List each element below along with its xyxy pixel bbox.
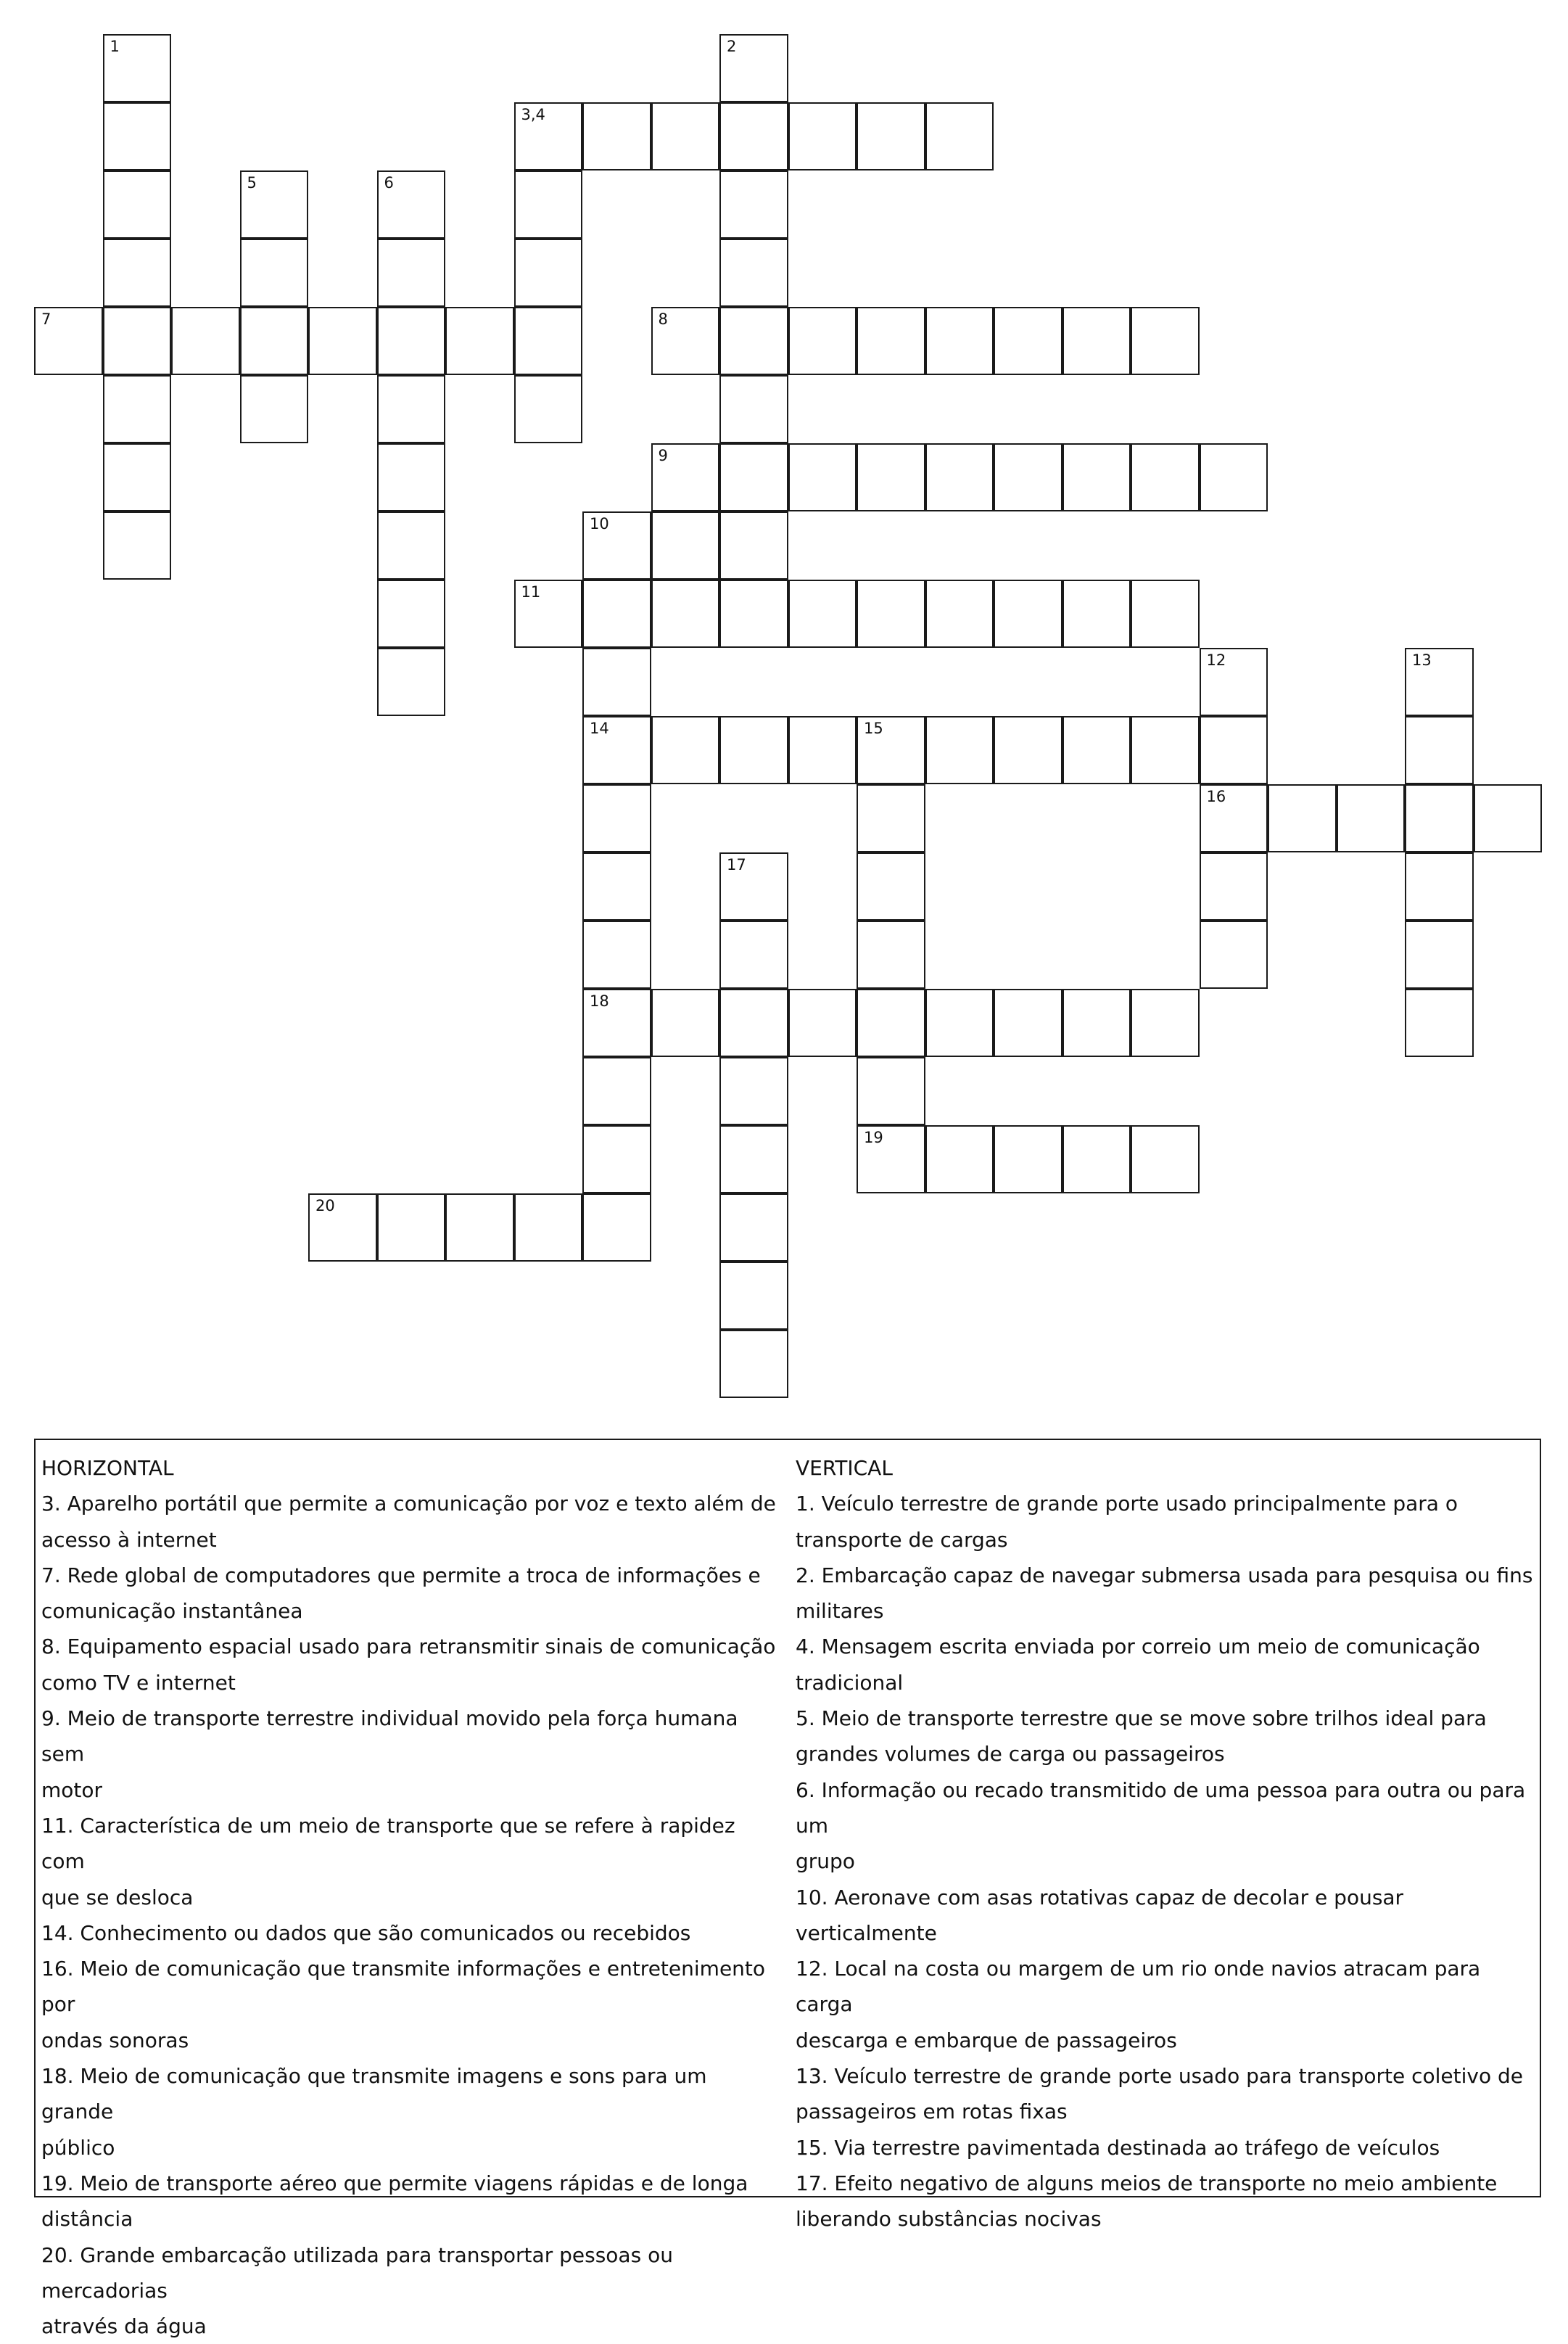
crossword-cell[interactable]	[445, 1193, 514, 1262]
crossword-cell[interactable]	[857, 921, 925, 989]
crossword-cell[interactable]	[103, 511, 172, 580]
crossword-cell[interactable]	[34, 307, 103, 375]
crossword-cell[interactable]	[514, 1193, 583, 1262]
crossword-cell[interactable]	[377, 443, 446, 511]
horizontal-clue-line: ondas sonoras	[41, 2028, 189, 2052]
crossword-cell[interactable]	[582, 784, 651, 852]
horizontal-title: HORIZONTAL	[41, 1456, 174, 1480]
horizontal-clue-line: distância	[41, 2207, 133, 2232]
crossword-cell[interactable]	[582, 1193, 651, 1262]
crossword-cell[interactable]	[719, 1193, 788, 1262]
clue-number: 6	[384, 174, 394, 192]
crossword-cell[interactable]	[719, 443, 788, 511]
crossword-cell[interactable]	[719, 307, 788, 375]
crossword-cell[interactable]	[1405, 784, 1474, 852]
horizontal-clue-line: motor	[41, 1777, 103, 1802]
crossword-cell[interactable]	[1200, 716, 1268, 784]
clue-number: 13	[1412, 651, 1432, 669]
horizontal-clue-line: 8. Equipamento espacial usado para retransmitir sinais de comunicação	[41, 1634, 776, 1659]
clue-number: 10	[590, 515, 609, 532]
crossword-cell[interactable]	[1131, 443, 1200, 511]
horizontal-clue-line: acesso à internet	[41, 1527, 217, 1552]
crossword-cell[interactable]	[719, 1125, 788, 1193]
crossword-cell[interactable]	[103, 102, 172, 170]
crossword-cell[interactable]	[514, 375, 583, 443]
crossword-cell[interactable]	[925, 989, 994, 1057]
crossword-cell[interactable]	[994, 1125, 1062, 1193]
crossword-cell[interactable]	[1200, 648, 1268, 716]
crossword-cell[interactable]	[719, 511, 788, 580]
vertical-clue-line: 5. Meio de transporte terrestre que se move sobre trilhos ideal para	[796, 1706, 1487, 1731]
horizontal-clue-line: público	[41, 2135, 115, 2160]
crossword-cell[interactable]	[103, 170, 172, 239]
crossword-cell[interactable]	[994, 989, 1062, 1057]
crossword-cell[interactable]	[582, 511, 651, 580]
clue-number: 2	[727, 38, 737, 55]
crossword-cell[interactable]	[103, 307, 172, 375]
vertical-clue-line: 17. Efeito negativo de alguns meios de transporte no meio ambiente	[796, 2171, 1498, 2195]
crossword-cell[interactable]	[1405, 716, 1474, 784]
horizontal-clue-line: 19. Meio de transporte aéreo que permite viagens rápidas e de longa	[41, 2171, 748, 2195]
crossword-cell[interactable]	[1131, 580, 1200, 648]
horizontal-clue-line: 18. Meio de comunicação que transmite imagens e sons para um grande	[41, 2064, 707, 2124]
crossword-cell[interactable]	[857, 443, 925, 511]
crossword-cell[interactable]	[514, 307, 583, 375]
vertical-clue-line: 13. Veículo terrestre de grande porte usado para transporte coletivo de	[796, 2064, 1524, 2089]
clue-number: 7	[41, 311, 51, 328]
crossword-cell[interactable]	[719, 239, 788, 307]
crossword-cell[interactable]	[308, 307, 377, 375]
crossword-cell[interactable]	[857, 852, 925, 921]
crossword-cell[interactable]	[514, 580, 583, 648]
crossword-cell[interactable]	[788, 989, 857, 1057]
vertical-clue-line: 10. Aeronave com asas rotativas capaz de decolar e pousar verticalmente	[796, 1885, 1404, 1945]
horizontal-clue-line: 14. Conhecimento ou dados que são comunicados ou recebidos	[41, 1920, 691, 1945]
clues-box	[34, 1439, 1541, 2339]
crossword-cell[interactable]	[719, 34, 788, 102]
crossword-cell[interactable]	[514, 170, 583, 239]
crossword-cell[interactable]	[788, 102, 857, 170]
vertical-clue-line: 6. Informação ou recado transmitido de uma pessoa para outra ou para um	[796, 1777, 1526, 1838]
crossword-cell[interactable]	[240, 170, 309, 239]
horizontal-clue-line: 3. Aparelho portátil que permite a comunicação por voz e texto além de	[41, 1492, 776, 1516]
crossword-cell[interactable]	[377, 170, 446, 239]
clue-number: 12	[1206, 651, 1226, 669]
crossword-cell[interactable]	[925, 102, 994, 170]
crossword-cell[interactable]	[994, 307, 1062, 375]
crossword-cell[interactable]	[719, 375, 788, 443]
crossword-cell[interactable]	[1062, 989, 1131, 1057]
crossword-cell[interactable]	[788, 443, 857, 511]
vertical-clue-line: grandes volumes de carga ou passageiros	[796, 1742, 1225, 1767]
crossword-cell[interactable]	[1062, 443, 1131, 511]
vertical-clue-line: passageiros em rotas fixas	[796, 2100, 1068, 2124]
clue-number: 14	[590, 720, 609, 737]
crossword-cell[interactable]	[1131, 307, 1200, 375]
clue-number: 3,4	[521, 106, 545, 123]
crossword-cell[interactable]	[1200, 443, 1268, 511]
crossword-cell[interactable]	[925, 580, 994, 648]
clue-number: 19	[864, 1129, 883, 1146]
vertical-clue-line: grupo	[796, 1849, 855, 1874]
crossword-cell[interactable]	[514, 239, 583, 307]
crossword-cell[interactable]	[651, 716, 720, 784]
crossword-cell[interactable]	[445, 307, 514, 375]
crossword-cell[interactable]	[651, 102, 720, 170]
crossword-cell[interactable]	[1131, 989, 1200, 1057]
crossword-cell[interactable]	[171, 307, 240, 375]
crossword-cell[interactable]	[925, 443, 994, 511]
crossword-cell[interactable]	[1474, 784, 1543, 852]
crossword-cell[interactable]	[582, 716, 651, 784]
horizontal-clue-line: através da água	[41, 2314, 207, 2339]
clue-number: 11	[521, 583, 541, 601]
clue-number: 5	[247, 174, 257, 192]
crossword-cell[interactable]	[1200, 921, 1268, 989]
crossword-cell[interactable]	[582, 989, 651, 1057]
crossword-cell[interactable]	[582, 852, 651, 921]
crossword-cell[interactable]	[1200, 852, 1268, 921]
crossword-cell[interactable]	[377, 307, 446, 375]
clue-number: 16	[1206, 788, 1226, 805]
crossword-cell[interactable]	[857, 716, 925, 784]
vertical-clue-line: tradicional	[796, 1670, 904, 1695]
crossword-cell[interactable]	[377, 511, 446, 580]
crossword-cell[interactable]	[1131, 1125, 1200, 1193]
horizontal-clue-line: como TV e internet	[41, 1670, 236, 1695]
crossword-cell[interactable]	[857, 1057, 925, 1125]
horizontal-clue-line: 20. Grande embarcação utilizada para transportar pessoas ou mercadorias	[41, 2242, 673, 2303]
crossword-cell[interactable]	[719, 1262, 788, 1330]
crossword-cell[interactable]	[1062, 716, 1131, 784]
crossword-cell[interactable]	[925, 716, 994, 784]
crossword-cell[interactable]	[103, 239, 172, 307]
crossword-cell[interactable]	[857, 580, 925, 648]
crossword-cell[interactable]	[651, 307, 720, 375]
crossword-cell[interactable]	[582, 580, 651, 648]
clue-number: 15	[864, 720, 883, 737]
crossword-cell[interactable]	[857, 307, 925, 375]
crossword-cell[interactable]	[240, 239, 309, 307]
crossword-cell[interactable]	[719, 716, 788, 784]
crossword-cell[interactable]	[719, 170, 788, 239]
crossword-cell[interactable]	[1405, 648, 1474, 716]
vertical-clue-line: liberando substâncias nocivas	[796, 2207, 1102, 2232]
crossword-cell[interactable]	[1337, 784, 1406, 852]
crossword-cell[interactable]	[788, 716, 857, 784]
crossword-cell[interactable]	[240, 375, 309, 443]
crossword-cell[interactable]	[103, 375, 172, 443]
crossword-cell[interactable]	[582, 921, 651, 989]
horizontal-clue-line: comunicação instantânea	[41, 1599, 303, 1624]
crossword-cell[interactable]	[103, 34, 172, 102]
crossword-cell[interactable]	[857, 1125, 925, 1193]
crossword-cell[interactable]	[1131, 716, 1200, 784]
crossword-cell[interactable]	[925, 1125, 994, 1193]
horizontal-clue-line: que se desloca	[41, 1885, 194, 1909]
crossword-cell[interactable]	[1405, 852, 1474, 921]
crossword-cell[interactable]	[377, 648, 446, 716]
vertical-clue-line: 12. Local na costa ou margem de um rio onde navios atracam para carga	[796, 1957, 1481, 2017]
crossword-cell[interactable]	[719, 580, 788, 648]
crossword-cell[interactable]	[582, 1057, 651, 1125]
crossword-cell[interactable]	[1268, 784, 1337, 852]
vertical-title: VERTICAL	[796, 1456, 893, 1480]
clue-number: 20	[315, 1197, 335, 1214]
crossword-cell[interactable]	[994, 443, 1062, 511]
horizontal-clue-line: 7. Rede global de computadores que permite a troca de informações e	[41, 1563, 761, 1587]
crossword-cell[interactable]	[308, 1193, 377, 1262]
clue-number: 9	[658, 447, 668, 464]
vertical-clue-line: militares	[796, 1599, 884, 1624]
vertical-clue-line: 1. Veículo terrestre de grande porte usado principalmente para o	[796, 1492, 1458, 1516]
clue-number: 18	[590, 992, 609, 1010]
clue-number: 8	[658, 311, 668, 328]
crossword-cell[interactable]	[582, 102, 651, 170]
vertical-clues	[796, 1450, 1539, 2237]
crossword-cell[interactable]	[788, 580, 857, 648]
crossword-cell[interactable]	[1062, 307, 1131, 375]
crossword-cell[interactable]	[1062, 580, 1131, 648]
horizontal-clue-line: 16. Meio de comunicação que transmite informações e entretenimento por	[41, 1957, 766, 2017]
crossword-cell[interactable]	[377, 239, 446, 307]
crossword-cell[interactable]	[651, 511, 720, 580]
crossword-cell[interactable]	[788, 307, 857, 375]
horizontal-clue-line: 11. Característica de um meio de transporte que se refere à rapidez com	[41, 1813, 735, 1874]
crossword-cell[interactable]	[582, 1125, 651, 1193]
clue-number: 17	[727, 856, 746, 873]
crossword-cell[interactable]	[994, 580, 1062, 648]
crossword-cell[interactable]	[377, 375, 446, 443]
crossword-cell[interactable]	[377, 580, 446, 648]
vertical-clue-line: 15. Via terrestre pavimentada destinada ao tráfego de veículos	[796, 2135, 1440, 2160]
crossword-cell[interactable]	[994, 716, 1062, 784]
crossword-cell[interactable]	[651, 989, 720, 1057]
horizontal-clue-line: 9. Meio de transporte terrestre individual movido pela força humana sem	[41, 1706, 738, 1767]
vertical-clue-line: 2. Embarcação capaz de navegar submersa usada para pesquisa ou fins	[796, 1563, 1533, 1587]
crossword-cell[interactable]	[1062, 1125, 1131, 1193]
crossword-cell[interactable]	[240, 307, 309, 375]
vertical-clue-line: 4. Mensagem escrita enviada por correio um meio de comunicação	[796, 1634, 1480, 1659]
crossword-cell[interactable]	[857, 989, 925, 1057]
crossword-cell[interactable]	[857, 102, 925, 170]
crossword-cell[interactable]	[1405, 921, 1474, 989]
crossword-cell[interactable]	[925, 307, 994, 375]
crossword-cell[interactable]	[651, 443, 720, 511]
crossword-cell[interactable]	[857, 784, 925, 852]
crossword-cell[interactable]	[719, 989, 788, 1057]
crossword-cell[interactable]	[1405, 989, 1474, 1057]
crossword-cell[interactable]	[514, 102, 583, 170]
crossword-cell[interactable]	[719, 1057, 788, 1125]
crossword-cell[interactable]	[719, 1330, 788, 1398]
clue-number: 1	[110, 38, 120, 55]
crossword-cell[interactable]	[719, 921, 788, 989]
crossword-cell[interactable]	[377, 1193, 446, 1262]
crossword-cell[interactable]	[582, 648, 651, 716]
vertical-clue-line: descarga e embarque de passageiros	[796, 2028, 1177, 2052]
crossword-cell[interactable]	[103, 443, 172, 511]
crossword-cell[interactable]	[719, 102, 788, 170]
crossword-cell[interactable]	[1200, 784, 1268, 852]
vertical-clue-line: transporte de cargas	[796, 1527, 1008, 1552]
crossword-cell[interactable]	[651, 580, 720, 648]
crossword-cell[interactable]	[719, 852, 788, 921]
horizontal-clues	[41, 1450, 783, 2344]
